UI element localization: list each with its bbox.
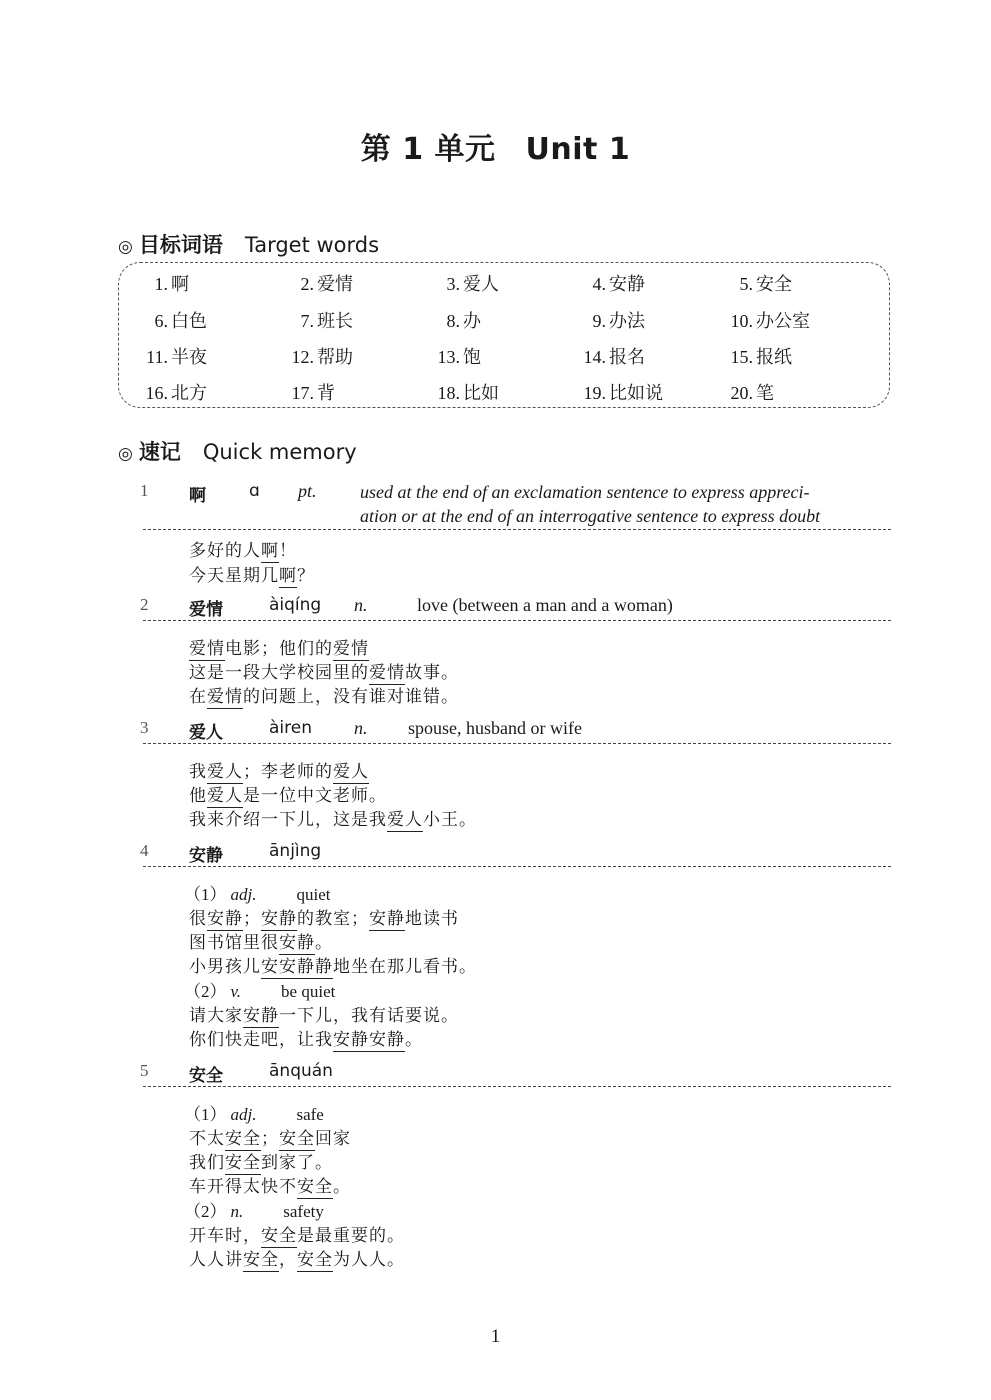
entry-number: 5 xyxy=(140,1061,149,1080)
entry-number: 4 xyxy=(140,841,149,860)
sense-label: （1） adj. quiet xyxy=(184,885,331,904)
target-word: 16. 北方 xyxy=(145,383,207,403)
target-word: 17. 背 xyxy=(291,383,335,403)
example-sentence: 这是一段大学校园里的爱情故事。 xyxy=(189,663,459,683)
dashed-divider xyxy=(143,620,891,621)
target-word: 9. 办法 xyxy=(592,311,645,331)
target-word: 11. 半夜 xyxy=(146,347,207,367)
entry-definition: spouse, husband or wife xyxy=(408,718,582,738)
target-word: 12. 帮助 xyxy=(291,347,353,367)
target-word: 14. 报名 xyxy=(583,347,645,367)
target-word: 4. 安静 xyxy=(592,274,645,294)
page-number: 1 xyxy=(490,1326,501,1347)
sense-label: （1） adj. safe xyxy=(184,1105,324,1124)
target-word: 3. 爱人 xyxy=(446,274,499,294)
sense-label: （2） n. safety xyxy=(184,1202,324,1221)
entry-pinyin: àiqíng xyxy=(269,595,322,615)
entry-1-definition xyxy=(360,480,890,528)
entry-pinyin: ɑ xyxy=(249,481,260,501)
target-word: 5. 安全 xyxy=(739,274,792,294)
circle-bullet-icon: ◎ xyxy=(118,237,133,257)
example-sentence: 不太安全；安全回家 xyxy=(189,1129,351,1149)
dashed-divider xyxy=(143,743,891,744)
dashed-divider xyxy=(143,529,891,530)
entry-pinyin: àiren xyxy=(269,718,312,738)
entry-headword: 爱情 xyxy=(189,600,223,620)
quick-memory-heading xyxy=(118,436,357,466)
target-word: 6. 白色 xyxy=(154,311,207,331)
example-sentence: 请大家安静一下儿，我有话要说。 xyxy=(189,1006,459,1026)
example-sentence: 车开得太快不安全。 xyxy=(189,1177,351,1197)
example-sentence: 今天星期几啊？ xyxy=(189,566,315,586)
example-sentence: 小男孩儿安安静静地坐在那儿看书。 xyxy=(189,957,477,977)
entry-pos: n. xyxy=(354,595,368,615)
definition-line: ation or at the end of an interrogative sentence to express doubt xyxy=(360,506,821,526)
entry-pinyin: ānjìng xyxy=(269,841,322,861)
quick-memory-heading-en: Quick memory xyxy=(202,440,357,464)
target-word: 15. 报纸 xyxy=(730,347,792,367)
entry-definition: love (between a man and a woman) xyxy=(417,595,673,615)
entry-number: 3 xyxy=(140,718,149,737)
example-sentence: 开车时，安全是最重要的。 xyxy=(189,1226,405,1246)
target-word: 1. 啊 xyxy=(154,274,189,294)
target-word: 19. 比如说 xyxy=(583,383,663,403)
target-word: 2. 爱情 xyxy=(300,274,353,294)
example-sentence: 你们快走吧，让我安静安静。 xyxy=(189,1030,423,1050)
target-words-heading-en: Target words xyxy=(244,233,380,257)
unit-title-en: Unit 1 xyxy=(525,132,631,167)
target-word: 10. 办公室 xyxy=(730,311,810,331)
entry-headword: 啊 xyxy=(189,486,206,506)
circle-bullet-icon: ◎ xyxy=(118,444,133,464)
entry-headword: 安全 xyxy=(189,1066,223,1086)
target-word: 18. 比如 xyxy=(437,383,499,403)
example-sentence: 人人讲安全，安全为人人。 xyxy=(189,1250,405,1270)
entry-pinyin: ānquán xyxy=(269,1061,333,1081)
target-words-heading-zh: 目标词语 xyxy=(138,233,223,257)
example-sentence: 我爱人；李老师的爱人 xyxy=(189,762,369,782)
target-words-heading xyxy=(118,229,379,259)
definition-line: used at the end of an exclamation sentence to express appreci- xyxy=(360,482,810,502)
entry-pos: n. xyxy=(354,718,368,738)
dashed-divider xyxy=(143,1086,891,1087)
entry-number: 1 xyxy=(140,481,149,500)
example-sentence: 他爱人是一位中文老师。 xyxy=(189,786,387,806)
example-sentence: 在爱情的问题上，没有谁对谁错。 xyxy=(189,687,459,707)
example-sentence: 我们安全到家了。 xyxy=(189,1153,333,1173)
quick-memory-heading-zh: 速记 xyxy=(138,440,181,464)
example-sentence: 我来介绍一下儿，这是我爱人小王。 xyxy=(189,810,477,830)
example-sentence: 多好的人啊！ xyxy=(189,541,297,561)
sense-label: （2） v. be quiet xyxy=(184,982,336,1001)
target-word: 20. 笔 xyxy=(730,383,774,403)
target-word: 13. 饱 xyxy=(437,347,481,367)
unit-title xyxy=(0,124,991,168)
example-sentence: 很安静；安静的教室；安静地读书 xyxy=(189,909,459,929)
example-sentence: 爱情电影；他们的爱情 xyxy=(189,639,369,659)
entry-pos: pt. xyxy=(298,481,317,501)
entry-headword: 爱人 xyxy=(189,723,223,743)
dashed-divider xyxy=(143,866,891,867)
target-word: 7. 班长 xyxy=(300,311,353,331)
unit-title-zh: 第 1 单元 xyxy=(360,132,496,167)
entry-headword: 安静 xyxy=(189,846,223,866)
example-sentence: 图书馆里很安静。 xyxy=(189,933,333,953)
entry-number: 2 xyxy=(140,595,149,614)
target-word: 8. 办 xyxy=(446,311,481,331)
